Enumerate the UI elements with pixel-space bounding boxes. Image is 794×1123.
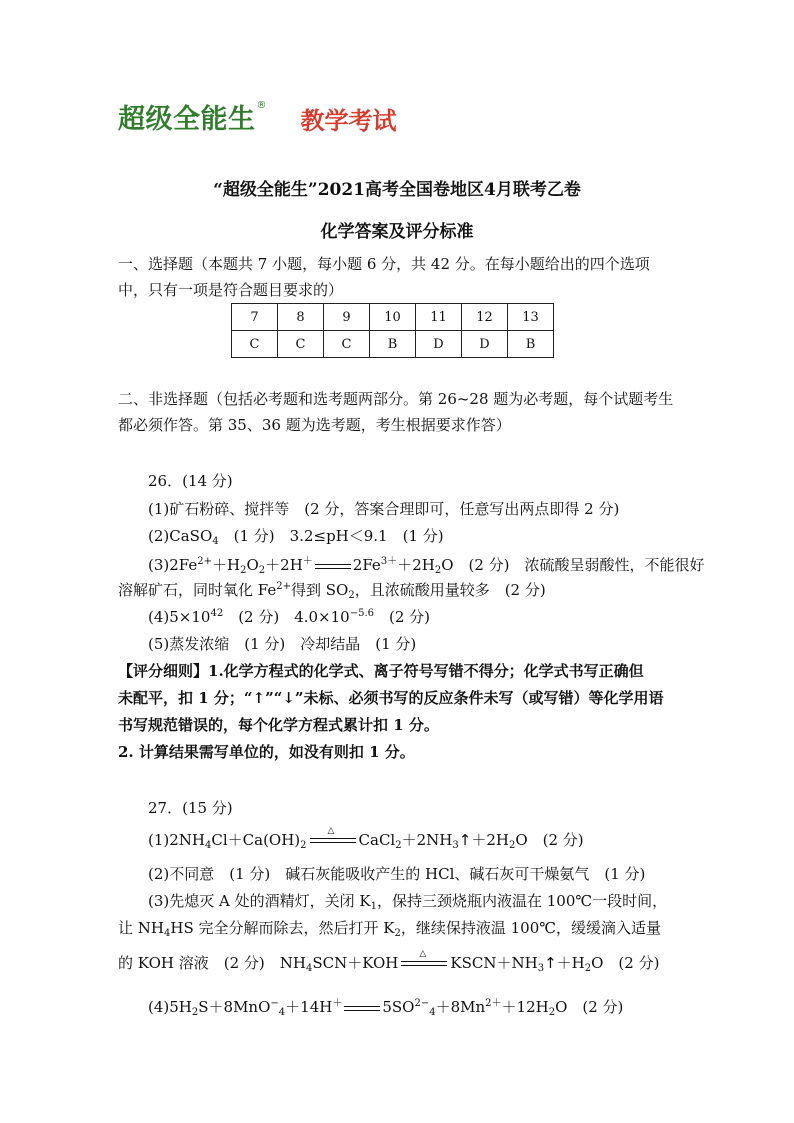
section2-intro: 二、非选择题（包括必考题和选考题两部分。第 26~28 题为必考题，每个试题考生都必须作答。第 35、36 题为选考题，考生根据要求作答） — [118, 390, 674, 434]
table-cell: B — [508, 331, 554, 358]
q27-part3-line3: 的 KOH 溶液 (2 分) $NH_4SCN+KOH\triangle$ $KSCN+NH_3↑+H_2O$ (2 分) — [118, 952, 659, 974]
q26-part2: (2)CaSO$_4$ (1 分) 3.2≤pH＜9.1 (1 分) — [148, 527, 444, 547]
table-cell: 8 — [278, 304, 324, 331]
scoring-note-4: 2. 计算结果需写单位的，如没有则扣 1 分。 — [118, 743, 415, 761]
table-row-answers — [232, 331, 554, 358]
table-cell: 7 — [232, 304, 278, 331]
answer-title: 化学答案及评分标准 — [320, 222, 474, 242]
table-cell: 13 — [508, 304, 554, 331]
q27-part2: (2)不同意 (1 分) 碱石灰能吸收产生的 HCl、碱石灰可干燥氨气 (1 分) — [148, 865, 646, 883]
registered-mark: ® — [256, 100, 267, 111]
table-cell: 10 — [370, 304, 416, 331]
brand-logo — [118, 100, 397, 136]
section1-intro: 一、选择题（本题共 7 小题，每小题 6 分，共 42 分。在每小题给出的四个选项中，只有一项是符合题目要求的） — [118, 255, 650, 299]
q27-part4-equation: $(4)5H_2S+8MnO^-_4+14H^+$ $5SO^{2-}_4+8Mn^{2+}+12H_2O$ (2 分) — [148, 998, 624, 1018]
logo-main-text: 超级全能生 — [118, 104, 256, 135]
q26-part1: (1)矿石粉碎、搅拌等 (2 分，答案合理即可，任意写出两点即得 2 分) — [148, 500, 620, 518]
table-cell: D — [462, 331, 508, 358]
q26-part3-remark: 溶解矿石，同时氧化 $Fe^{2+}$得到 $SO_2$，且浓硫酸用量较多 (2 分) — [118, 581, 546, 601]
q26-part4: $(4)5\times 10^{42}$ (2 分) $4.0\times 10^{-5.6}$ (2 分) — [148, 608, 431, 626]
q26-header: 26．(14 分) — [148, 472, 233, 490]
scoring-note-1: 【评分细则】1.化学方程式的化学式、离子符号写错不得分；化学式书写正确但 — [118, 662, 644, 680]
q27-part3-line1: (3)先熄灭 A 处的酒精灯，关闭 $K_1$，保持三颈烧瓶内液温在 100℃一段时间， — [148, 892, 668, 912]
table-row-numbers — [232, 304, 554, 331]
table-cell: C — [278, 331, 324, 358]
table-cell: D — [416, 331, 462, 358]
table-cell: C — [232, 331, 278, 358]
q27-part3-line2: 让 $NH_4HS$ 完全分解而除去，然后打开 $K_2$，继续保持液温 100℃，缓缓滴入适量 — [118, 919, 662, 939]
scoring-note-3: 书写规范错误的，每个化学方程式累计扣 1 分。 — [118, 716, 439, 734]
table-cell: 11 — [416, 304, 462, 331]
q27-header: 27．(15 分) — [148, 799, 233, 817]
table-cell: 12 — [462, 304, 508, 331]
logo-sub-text: 教学考试 — [300, 107, 397, 135]
table-cell: 9 — [324, 304, 370, 331]
scoring-note-2: 未配平，扣 1 分；“↑”“↓”未标、必须书写的反应条件未写（或写错）等化学用语 — [118, 689, 664, 707]
exam-title: “超级全能生”2021高考全国卷地区4月联考乙卷 — [213, 180, 581, 200]
table-cell: C — [324, 331, 370, 358]
answer-table — [231, 303, 554, 358]
q26-part5: (5)蒸发浓缩 (1 分) 冷却结晶 (1 分) — [148, 635, 417, 653]
table-cell: B — [370, 331, 416, 358]
q26-part3-equation: $(3)2Fe^{2+}+H_2O_2+2H^+$ $2Fe^{3+}+2H_2O$ (2 分) 浓硫酸呈弱酸性，不能很好 — [148, 556, 705, 576]
q27-part1-equation: $(1)2NH_4Cl+Ca(OH)_2\triangle$ $CaCl_2+2NH_3↑+2H_2O$ (2 分) — [148, 829, 584, 851]
